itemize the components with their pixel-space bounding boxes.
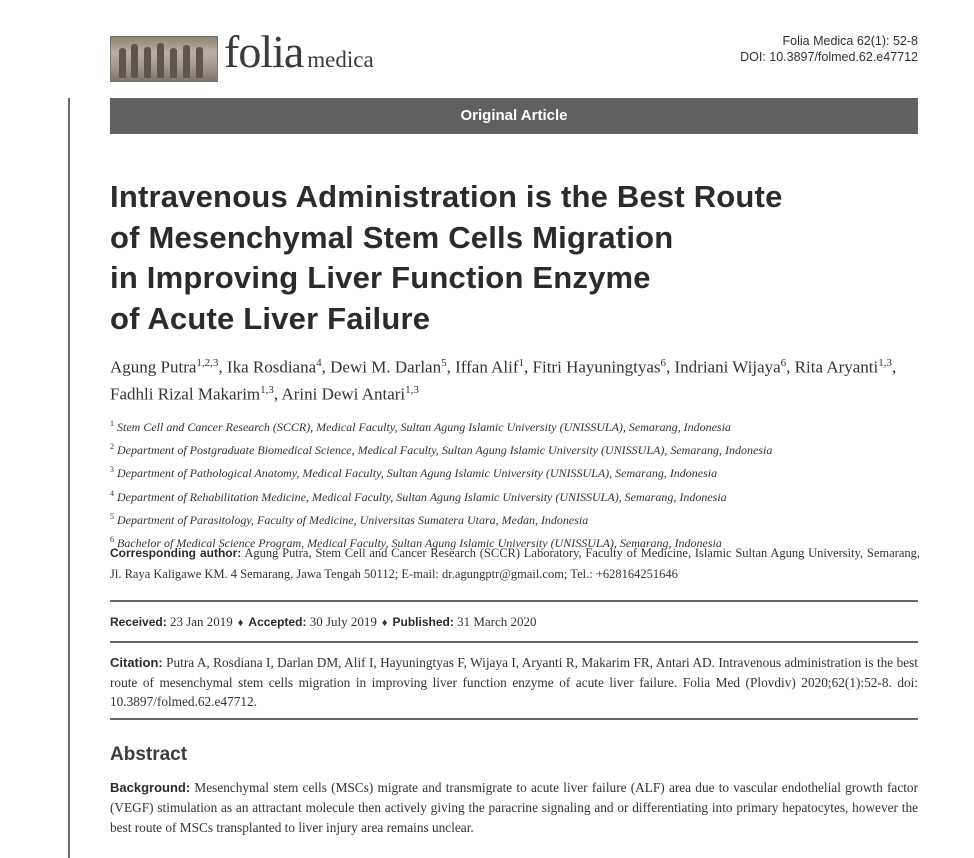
- affiliation-item: [110, 507, 920, 530]
- author-name: Fadhli Rizal Makarim: [110, 384, 261, 404]
- citation-text: Putra A, Rosdiana I, Darlan DM, Alif I, Hayuningtyas F, Wijaya I, Aryanti R, Makarim FR, Antari AD. Intravenous administration is the best route of mesenchymal stem cells migration in improving liver function enzyme of acute liver failure. Folia Med (Plovdiv) 2020;62(1):52-8. doi: 10.3897/folmed.62.e47712.: [110, 655, 918, 709]
- author-affiliation-ref: 5: [441, 357, 447, 369]
- author-affiliation-ref: 1: [518, 357, 525, 369]
- relief-figure: [119, 48, 126, 78]
- affiliation-item: [110, 460, 920, 483]
- affiliation-text: Stem Cell and Cancer Research (SCCR), Medical Faculty, Sultan Agung Islamic University (UNISSULA), Semarang, Indonesia: [117, 420, 731, 434]
- citation-label: Citation:: [110, 655, 163, 670]
- relief-figure: [144, 47, 151, 78]
- affiliation-text: Bachelor of Medical Science Program, Medical Faculty, Sultan Agung Islamic University (UNISSULA), Semarang, Indonesia: [117, 536, 722, 551]
- abstract-heading: Abstract: [110, 744, 188, 765]
- author-name: Fitri Hayuningtyas: [532, 357, 661, 377]
- published-date: 31 March 2020: [457, 614, 537, 629]
- left-margin-rule: [68, 98, 70, 858]
- relief-figure: [157, 43, 164, 78]
- author-affiliation-ref: 4: [316, 357, 322, 369]
- corresponding-author-label: Corresponding author:: [110, 546, 242, 560]
- divider: [110, 600, 918, 602]
- divider: [110, 641, 918, 643]
- title-line: of Mesenchymal Stem Cells Migration: [110, 219, 674, 255]
- author-name: Indriani Wijaya: [674, 357, 781, 377]
- title-line: Intravenous Administration is the Best Route: [110, 179, 783, 214]
- author-name: Dewi M. Darlan: [330, 357, 442, 377]
- logo-word: folia: [224, 26, 304, 77]
- author-affiliation-ref: 1,3: [405, 383, 419, 396]
- abstract-background: [110, 778, 918, 837]
- affiliation-item: [110, 437, 920, 460]
- article-title: [110, 177, 930, 339]
- author-affiliation-ref: 6: [660, 357, 666, 369]
- affiliation-text: Department of Pathological Anatomy, Medical Faculty, Sultan Agung Islamic University (UNISSULA), Semarang, Indonesia: [117, 466, 718, 481]
- relief-figure: [196, 47, 203, 78]
- corresponding-author-text: Agung Putra, Stem Cell and Cancer Research (SCCR) Laboratory, Faculty of Medicine, Islamic Sultan Agung University, Semarang, Jl. Raya Kaligawe KM. 4 Semarang, Jawa Tengah 50112; E-mail: dr.agungptr@gmail.com; Tel.: +628164251646: [110, 546, 920, 581]
- affiliation-number: 4: [110, 488, 114, 498]
- received-date: 23 Jan 2019: [169, 614, 233, 629]
- author-affiliation-ref: 1,3: [878, 357, 892, 369]
- received-label: Received:: [110, 615, 167, 629]
- article-type-banner: Original Article: [110, 98, 918, 134]
- publication-dates: [110, 613, 918, 632]
- doi: DOI: 10.3897/folmed.62.e47712: [740, 50, 918, 64]
- author-name: Ika Rosdiana: [226, 357, 317, 377]
- citation-block: [110, 653, 918, 712]
- journal-reference: Folia Medica 62(1): 52-8: [782, 34, 918, 48]
- background-label: Background:: [110, 780, 191, 795]
- author-affiliation-ref: 1,2,3: [196, 357, 219, 369]
- accepted-date: 30 July 2019: [309, 614, 377, 629]
- affiliation-text: Department of Postgraduate Biomedical Science, Medical Faculty, Sultan Agung Islamic University (UNISSULA), Semarang, Indonesia: [117, 443, 773, 458]
- affiliation-list: [110, 414, 920, 553]
- logo-sub: medica: [307, 47, 374, 72]
- title-line: of Acute Liver Failure: [110, 300, 431, 336]
- affiliation-number: 6: [110, 535, 114, 545]
- diamond-separator-icon: ♦: [381, 617, 388, 629]
- affiliation-number: 1: [110, 419, 114, 428]
- affiliation-number: 2: [110, 442, 114, 452]
- author-name: Rita Aryanti: [794, 357, 879, 377]
- corresponding-author: [110, 543, 920, 584]
- author-list: Agung Putra$^{1,2,3}$, Ika Rosdiana$^4$, Dewi M. Darlan$^5$, Iffan Alif$^1$, Fitri Hayuningtyas$^6$, Indriani Wijaya$^6$, Rita Aryanti$^{1,3}$, Fadhli Rizal Makarim$^{1,3}$, Arini Dewi Antari$^{1,3}$: [110, 357, 897, 404]
- journal-logo-relief-image: [110, 36, 218, 82]
- affiliation-number: 3: [110, 465, 114, 475]
- diamond-separator-icon: ♦: [237, 617, 244, 629]
- relief-figure: [183, 45, 190, 78]
- affiliation-text: Department of Rehabilitation Medicine, Medical Faculty, Sultan Agung Islamic University (UNISSULA), Semarang, Indonesia: [117, 489, 727, 504]
- background-text: Mesenchymal stem cells (MSCs) migrate and transmigrate to acute liver failure (ALF) area due to vascular endothelial growth factor (VEGF) stimulation as an attractant molecule then actively giving the paracrine signaling and or differentiating into primary hepatocytes, however the best route of MSCs transplanted to liver injury area remains unclear.: [110, 780, 918, 835]
- journal-logo-text: [224, 26, 374, 86]
- author-name: Arini Dewi Antari: [281, 384, 406, 404]
- affiliation-number: 5: [110, 511, 114, 521]
- accepted-label: Accepted:: [248, 615, 307, 629]
- author-name: Agung Putra: [110, 357, 197, 377]
- author-name: Iffan Alif: [455, 357, 519, 377]
- title-line: in Improving Liver Function Enzyme: [110, 260, 651, 295]
- author-affiliation-ref: 6: [780, 357, 787, 369]
- relief-figure: [131, 44, 138, 78]
- author-affiliation-ref: 1,3: [260, 383, 274, 396]
- journal-meta: [740, 33, 918, 65]
- published-label: Published:: [392, 615, 454, 629]
- divider: [110, 718, 918, 720]
- affiliation-text: Department of Parasitology, Faculty of Medicine, Universitas Sumatera Utara, Medan, Indonesia: [117, 512, 589, 527]
- affiliation-item: [110, 484, 920, 507]
- relief-figure: [170, 48, 177, 78]
- affiliation-item: [110, 414, 920, 437]
